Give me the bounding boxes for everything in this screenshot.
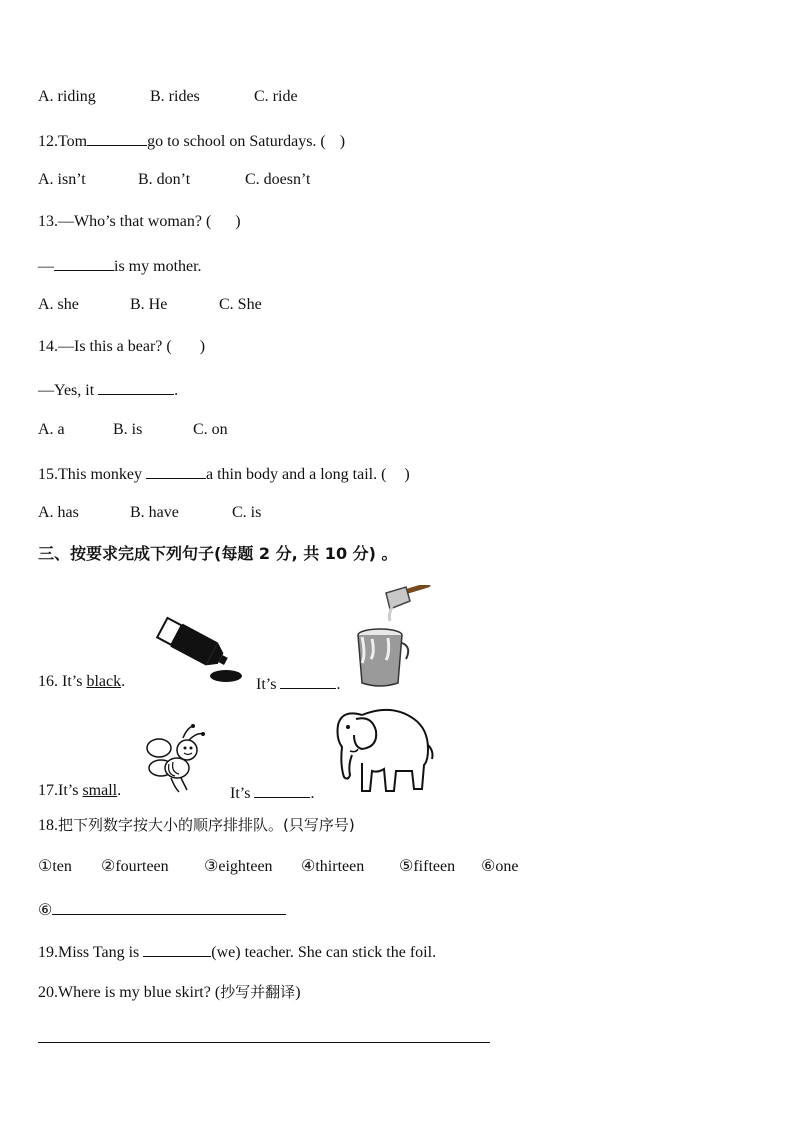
answer-blank[interactable] bbox=[54, 254, 114, 271]
question-12 bbox=[38, 129, 345, 152]
answer-line[interactable] bbox=[38, 1042, 490, 1043]
question-text-cn: 抄写并翻译 bbox=[220, 983, 296, 1001]
question-text: 13.—Who’s that woman? ( bbox=[38, 213, 212, 230]
q16-answer bbox=[256, 672, 340, 695]
answer-blank[interactable] bbox=[146, 462, 206, 479]
answer-text: —Yes, it bbox=[38, 382, 95, 399]
question-text: 16. It’s bbox=[38, 673, 83, 690]
option-b: B. is bbox=[113, 421, 143, 438]
question-19 bbox=[38, 940, 436, 963]
paren-close: ) bbox=[235, 213, 241, 230]
elephant-icon bbox=[332, 705, 436, 797]
q18-items bbox=[38, 857, 518, 877]
question-text: 17.It’s bbox=[38, 782, 79, 799]
answer-blank[interactable] bbox=[254, 781, 310, 798]
option-a: A. isn’t bbox=[38, 171, 86, 188]
answer-blank[interactable] bbox=[98, 378, 174, 395]
answer-text: It’s bbox=[230, 785, 251, 802]
question-text: 把下列数字按大小的顺序排排队。(只写序号) bbox=[58, 816, 355, 834]
section-heading: 三、按要求完成下列句子(每题 2 分, 共 10 分) 。 bbox=[38, 544, 398, 563]
question-15 bbox=[38, 462, 410, 485]
answer-blank[interactable] bbox=[52, 898, 286, 915]
period: . bbox=[117, 782, 122, 799]
question-text: 14.—Is this a bear? ( bbox=[38, 338, 172, 355]
option-c: C. ride bbox=[254, 88, 298, 105]
paren-close: ) bbox=[199, 338, 206, 355]
question-17 bbox=[38, 781, 121, 801]
period: . bbox=[174, 382, 179, 399]
period: . bbox=[121, 673, 126, 690]
answer-text: is my mother. bbox=[114, 258, 202, 275]
question-13 bbox=[38, 212, 241, 232]
number-item: ⑥one bbox=[481, 858, 519, 875]
dash: — bbox=[38, 258, 54, 275]
period: . bbox=[310, 785, 315, 802]
q14-answer-line bbox=[38, 378, 178, 401]
option-b: B. have bbox=[130, 504, 179, 521]
question-text: (we) teacher. She can stick the foil. bbox=[211, 944, 437, 961]
option-b: B. rides bbox=[150, 88, 200, 105]
option-c: C. doesn’t bbox=[245, 171, 311, 188]
underlined-word: black bbox=[86, 673, 122, 690]
paint-bucket-icon bbox=[350, 585, 435, 689]
option-a: A. she bbox=[38, 296, 79, 313]
paint-tube-icon bbox=[150, 614, 246, 686]
paren-close: ) bbox=[295, 984, 301, 1001]
question-text: go to school on Saturdays. ( bbox=[147, 133, 326, 150]
number-item: ①ten bbox=[38, 858, 72, 875]
option-a: A. a bbox=[38, 421, 65, 438]
question-20 bbox=[38, 982, 301, 1003]
option-b: B. He bbox=[130, 296, 168, 313]
question-number: 18. bbox=[38, 817, 58, 834]
number-item: ③eighteen bbox=[204, 858, 273, 875]
answer-blank[interactable] bbox=[143, 940, 211, 957]
answer-blank[interactable] bbox=[280, 672, 336, 689]
q13-answer-line bbox=[38, 254, 202, 277]
q11-options bbox=[38, 87, 298, 107]
bee-icon bbox=[143, 724, 211, 794]
q13-options bbox=[38, 295, 262, 315]
question-18 bbox=[38, 815, 355, 836]
question-text: 20.Where is my blue skirt? ( bbox=[38, 984, 221, 1001]
option-b: B. don’t bbox=[138, 171, 191, 188]
question-14 bbox=[38, 337, 205, 357]
q18-answer-line bbox=[38, 898, 286, 921]
period: . bbox=[336, 676, 341, 693]
question-text: 15.This monkey bbox=[38, 466, 142, 483]
paren-close: ) bbox=[339, 133, 346, 150]
answer-text: It’s bbox=[256, 676, 277, 693]
option-c: C. on bbox=[193, 421, 228, 438]
option-a: A. has bbox=[38, 504, 79, 521]
number-item: ④thirteen bbox=[301, 858, 365, 875]
q12-options bbox=[38, 170, 310, 190]
q14-options bbox=[38, 420, 228, 440]
q15-options bbox=[38, 503, 261, 523]
number-item: ⑤fifteen bbox=[399, 858, 456, 875]
number-item: ②fourteen bbox=[101, 858, 169, 875]
answer-blank[interactable] bbox=[87, 129, 147, 146]
underlined-word: small bbox=[82, 782, 118, 799]
answer-start: ⑥ bbox=[38, 902, 53, 919]
option-a: A. riding bbox=[38, 88, 96, 105]
paren-close: ) bbox=[404, 466, 410, 483]
option-c: C. is bbox=[232, 504, 262, 521]
q17-answer bbox=[230, 781, 314, 804]
option-c: C. She bbox=[219, 296, 262, 313]
question-text: a thin body and a long tail. ( bbox=[206, 466, 387, 483]
question-text: 12.Tom bbox=[38, 133, 88, 150]
question-16 bbox=[38, 672, 125, 692]
question-text: 19.Miss Tang is bbox=[38, 944, 140, 961]
